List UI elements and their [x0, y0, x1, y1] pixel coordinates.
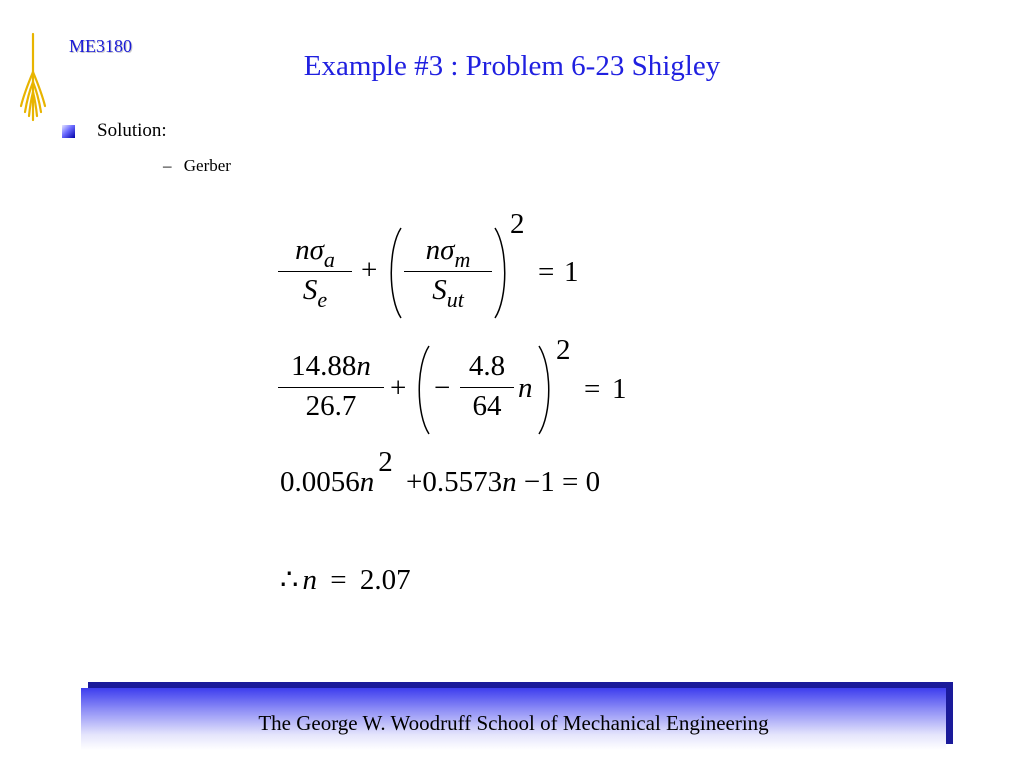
denominator: $S_e$: [302, 274, 328, 312]
slide-title-text: Example #3 : Problem 6-23 Shigley: [303, 50, 721, 82]
bullet-level2-text: Gerber: [183, 156, 231, 175]
exponent: 2: [556, 334, 571, 366]
dash-marker: –: [163, 156, 172, 175]
left-paren: [412, 344, 432, 436]
equation-result: ∴ n = 2.07: [280, 564, 411, 596]
exponent: 2: [378, 446, 393, 478]
right-paren: [536, 344, 556, 436]
rhs-value: 1: [564, 256, 579, 288]
denominator: 26.7: [305, 390, 357, 422]
footer-text: The George W. Woodruff School of Mechanical Engineering: [258, 710, 769, 735]
minus-sign: −: [434, 372, 451, 404]
variable-n: n: [518, 372, 533, 404]
equals-sign: =: [584, 373, 601, 405]
equation-quadratic: 0.0056n2 +0.5573n −1 = 0: [280, 446, 601, 498]
denominator: 64: [472, 390, 502, 422]
denominator: $S_{ut}$: [432, 274, 464, 312]
rhs-value: 1: [612, 373, 627, 405]
footer-banner: [81, 688, 946, 750]
fraction-term1: [278, 352, 384, 421]
numerator: 14.88n: [291, 350, 371, 382]
numerator: $n\sigma_a$: [295, 234, 335, 272]
course-code: ME3180: [69, 36, 132, 56]
fraction-term2: [460, 352, 514, 421]
numerator: $n\sigma_m$: [425, 234, 471, 272]
equals-sign: =: [538, 256, 555, 288]
numerator: 4.8: [468, 350, 506, 382]
plus-sign: +: [361, 254, 378, 286]
exponent: 2: [510, 208, 525, 240]
plus-sign: +: [390, 372, 407, 404]
bullet-level1-text: Solution:: [97, 120, 167, 141]
